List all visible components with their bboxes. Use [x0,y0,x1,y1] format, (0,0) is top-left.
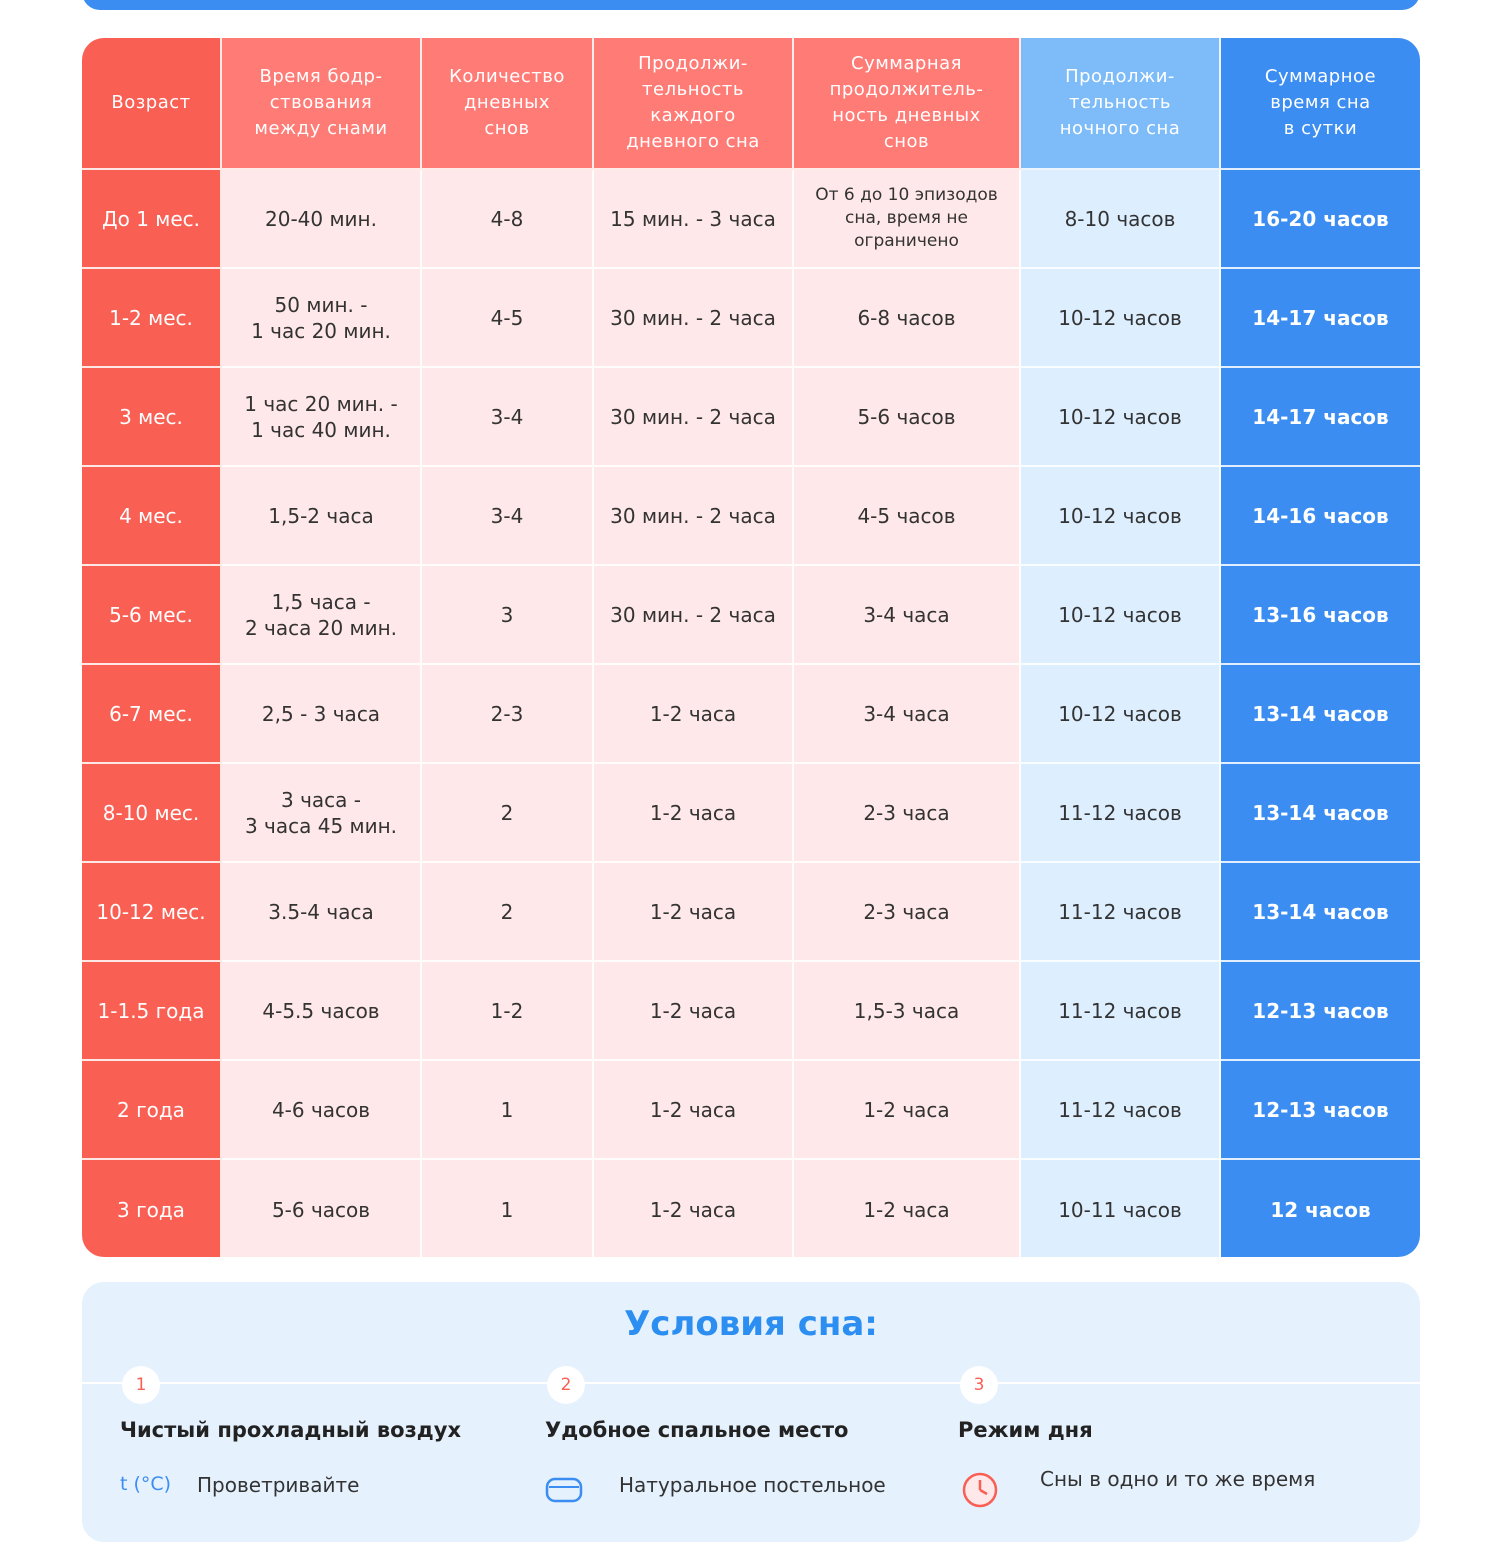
header-nap-duration: Продолжи- тельность каждого дневного сна [594,38,794,170]
condition-title: Режим дня [958,1418,1093,1442]
night-sleep-cell: 10-12 часов [1021,269,1221,368]
total-day-sleep-cell: 2-3 часа [794,863,1021,962]
condition-item-fresh-air [82,1366,502,1546]
wake-time-cell: 2,5 - 3 часа [222,665,422,764]
night-sleep-cell: 10-12 часов [1021,665,1221,764]
nap-count-cell: 2 [422,764,594,863]
nap-count-cell: 2-3 [422,665,594,764]
night-sleep-cell: 11-12 часов [1021,962,1221,1061]
age-cell: 1-1.5 года [82,962,222,1061]
condition-title: Удобное спальное место [545,1418,849,1442]
alarm-clock-icon [958,1466,1002,1514]
conditions-title: Условия сна: [624,1304,878,1344]
nap-duration-cell: 1-2 часа [594,665,794,764]
total-day-sleep-cell: 1,5-3 часа [794,962,1021,1061]
condition-text: Натуральное постельное [619,1473,886,1497]
total-sleep-cell: 13-16 часов [1221,566,1420,665]
header-total-sleep: Суммарное время сна в сутки [1221,38,1420,170]
age-cell: 4 мес. [82,467,222,566]
nap-duration-cell: 30 мин. - 2 часа [594,368,794,467]
age-cell: 5-6 мес. [82,566,222,665]
age-cell: 2 года [82,1061,222,1160]
age-cell: До 1 мес. [82,170,222,269]
wake-time-cell: 4-5.5 часов [222,962,422,1061]
age-cell: 8-10 мес. [82,764,222,863]
nap-count-cell: 3-4 [422,368,594,467]
nap-count-cell: 1-2 [422,962,594,1061]
total-day-sleep-cell: От 6 до 10 эпизодов сна, время не ограничено [794,170,1021,269]
total-day-sleep-cell: 2-3 часа [794,764,1021,863]
nap-duration-cell: 30 мин. - 2 часа [594,566,794,665]
night-sleep-cell: 11-12 часов [1021,863,1221,962]
age-cell: 10-12 мес. [82,863,222,962]
sleep-norms-table [82,38,1420,1257]
header-age: Возраст [82,38,222,170]
nap-duration-cell: 1-2 часа [594,764,794,863]
nap-duration-cell: 1-2 часа [594,1061,794,1160]
night-sleep-cell: 11-12 часов [1021,764,1221,863]
sleep-conditions-panel [82,1282,1420,1542]
condition-text: Сны в одно и то же время [1040,1467,1316,1491]
condition-number-badge: 2 [547,1366,585,1404]
condition-title: Чистый прохладный воздух [120,1418,461,1442]
total-sleep-cell: 14-16 часов [1221,467,1420,566]
nap-count-cell: 4-5 [422,269,594,368]
total-sleep-cell: 12 часов [1221,1160,1420,1257]
nap-duration-cell: 1-2 часа [594,863,794,962]
age-cell: 3 года [82,1160,222,1257]
wake-time-cell: 1 час 20 мин. - 1 час 40 мин. [222,368,422,467]
night-sleep-cell: 10-11 часов [1021,1160,1221,1257]
night-sleep-cell: 10-12 часов [1021,566,1221,665]
total-sleep-cell: 12-13 часов [1221,1061,1420,1160]
thermometer-icon-label: t (°C) [120,1473,172,1495]
nap-count-cell: 1 [422,1061,594,1160]
thermometer-icon [120,1473,171,1495]
total-day-sleep-cell: 1-2 часа [794,1160,1021,1257]
condition-item-daily-routine [920,1366,1360,1546]
nap-count-cell: 3-4 [422,467,594,566]
total-sleep-cell: 16-20 часов [1221,170,1420,269]
wake-time-cell: 1,5 часа - 2 часа 20 мин. [222,566,422,665]
nap-duration-cell: 30 мин. - 2 часа [594,467,794,566]
wake-time-cell: 5-6 часов [222,1160,422,1257]
nap-count-cell: 1 [422,1160,594,1257]
total-sleep-cell: 13-14 часов [1221,665,1420,764]
nap-duration-cell: 1-2 часа [594,962,794,1061]
wake-time-cell: 3 часа - 3 часа 45 мин. [222,764,422,863]
nap-count-cell: 2 [422,863,594,962]
header-wake-time: Время бодр- ствования между снами [222,38,422,170]
age-cell: 6-7 мес. [82,665,222,764]
night-sleep-cell: 8-10 часов [1021,170,1221,269]
nap-duration-cell: 1-2 часа [594,1160,794,1257]
total-day-sleep-cell: 4-5 часов [794,467,1021,566]
condition-text: Проветривайте [197,1473,360,1497]
total-sleep-cell: 13-14 часов [1221,863,1420,962]
night-sleep-cell: 11-12 часов [1021,1061,1221,1160]
condition-number-badge: 3 [960,1366,998,1404]
header-night-sleep: Продолжи- тельность ночного сна [1021,38,1221,170]
wake-time-cell: 20-40 мин. [222,170,422,269]
total-sleep-cell: 13-14 часов [1221,764,1420,863]
age-cell: 1-2 мес. [82,269,222,368]
total-sleep-cell: 14-17 часов [1221,368,1420,467]
total-day-sleep-cell: 6-8 часов [794,269,1021,368]
night-sleep-cell: 10-12 часов [1021,467,1221,566]
header-total-day-sleep: Суммарная продолжитель- ность дневных снов [794,38,1021,170]
total-day-sleep-cell: 3-4 часа [794,665,1021,764]
condition-item-bed [507,1366,927,1546]
header-nap-count: Количество дневных снов [422,38,594,170]
night-sleep-cell: 10-12 часов [1021,368,1221,467]
top-banner-edge [82,0,1420,10]
nap-duration-cell: 15 мин. - 3 часа [594,170,794,269]
condition-number-badge: 1 [122,1366,160,1404]
wake-time-cell: 1,5-2 часа [222,467,422,566]
total-sleep-cell: 12-13 часов [1221,962,1420,1061]
age-cell: 3 мес. [82,368,222,467]
total-day-sleep-cell: 1-2 часа [794,1061,1021,1160]
nap-duration-cell: 30 мин. - 2 часа [594,269,794,368]
wake-time-cell: 50 мин. - 1 час 20 мин. [222,269,422,368]
total-day-sleep-cell: 5-6 часов [794,368,1021,467]
nap-count-cell: 3 [422,566,594,665]
bed-icon [545,1473,583,1507]
wake-time-cell: 3.5-4 часа [222,863,422,962]
wake-time-cell: 4-6 часов [222,1061,422,1160]
total-day-sleep-cell: 3-4 часа [794,566,1021,665]
total-sleep-cell: 14-17 часов [1221,269,1420,368]
nap-count-cell: 4-8 [422,170,594,269]
